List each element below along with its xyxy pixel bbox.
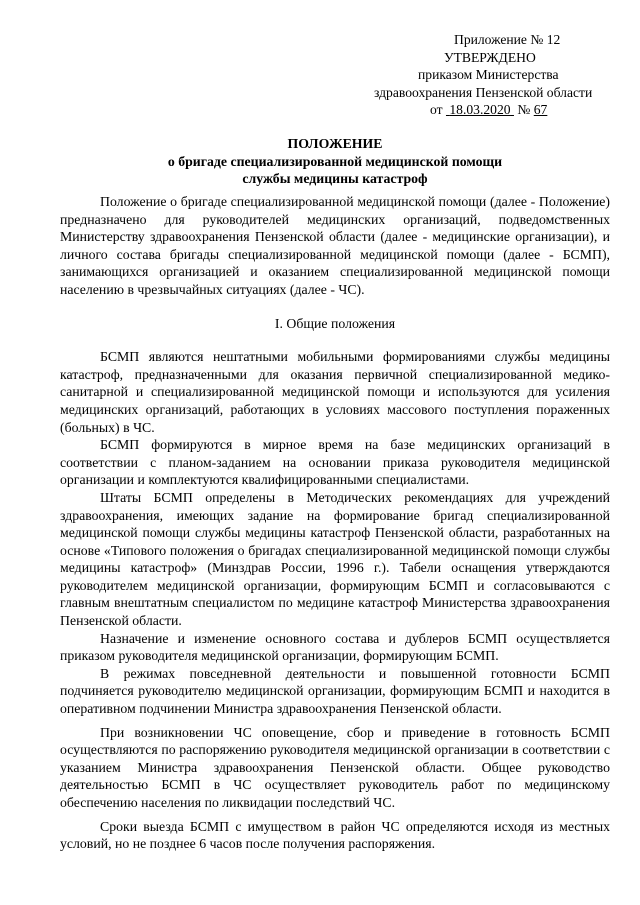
section-heading: I. Общие положения	[274, 315, 396, 331]
date-prefix: от	[430, 102, 443, 117]
order-number: 67	[533, 102, 548, 117]
section-paragraph: БСМП являются нештатными мобильными формированиями службы медицины катастроф, предназначенными для оказания первичной специализированной медико-санитарной и специализированной медицинской помощи и используются для усиления медицинских организаций, работающих в условиях массового поступления пораженных (больных) в ЧС.	[60, 349, 610, 435]
title-line-2: о бригаде специализированной медицинской помощи	[167, 153, 503, 169]
approved-by-order: приказом Министерства	[418, 67, 559, 82]
order-date-line	[360, 101, 610, 119]
document-title	[60, 135, 610, 188]
section-paragraph: Сроки выезда БСМП с имуществом в район ЧС определяются исходя из местных условий, но не позднее 6 часов после получения распоряжения.	[60, 818, 610, 852]
section-paragraph: Назначение и изменение основного состава и дублеров БСМП осуществляется приказом руководителя медицинской организации, формирующим БСМП.	[60, 630, 610, 664]
appendix-number: Приложение № 12	[454, 32, 561, 47]
title-line-3: службы медицины катастроф	[242, 171, 428, 186]
intro-paragraph: Положение о бригаде специализированной медицинской помощи (далее - Положение) предназначено для руководителей медицинских организаций, подведомственных Министерству здравоохранения Пензенской области (далее - медицинские организации), и личного состава бригады специализированной медицинской помощи (далее - БСМП), занимающихся организацией и оказанием специализированной медицинской помощи населению в чрезвычайных ситуациях (далее - ЧС).	[60, 194, 610, 297]
title-line-1: ПОЛОЖЕНИЕ	[287, 136, 383, 151]
approval-stamp-block	[360, 31, 610, 119]
order-date: 18.03.2020	[449, 102, 511, 117]
document-body	[60, 193, 610, 853]
number-prefix: №	[517, 102, 531, 117]
section-paragraph: БСМП формируются в мирное время на базе медицинских организаций в соответствии с планом-заданием на основании приказа руководителя медицинской организации и комплектуются квалифицированными специалистами.	[60, 437, 610, 488]
section-paragraph: При возникновении ЧС оповещение, сбор и приведение в готовность БСМП осуществляются по распоряжению руководителя медицинской организации в соответствии с указанием Министра здравоохранения Пензенской области. Общее руководство деятельностью БСМП в ЧС осуществляет руководитель работ по медицинскому обеспечению населения по ликвидации последствий ЧС.	[60, 724, 610, 810]
section-paragraph: В режимах повседневной деятельности и повышенной готовности БСМП подчиняется руководителю медицинской организации, формирующим БСМП и находится в оперативном подчинении Министра здравоохранения Пензенской области.	[60, 665, 610, 717]
approving-ministry: здравоохранения Пензенской области	[374, 84, 593, 100]
approved-label: УТВЕРЖДЕНО	[444, 49, 536, 65]
section-paragraph: Штаты БСМП определены в Методических рекомендациях для учреждений здравоохранения, имеющих задание на формирование бригад специализированной медицинской помощи службы медицины катастроф Пензенской области, разработанных на основе «Типового положения о бригадах специализированной медицинской помощи службы медицины катастроф» (Минздрав России, 1996 г.). Табели оснащения утверждаются руководителем медицинской организации, формирующим БСМП и согласовываются с главным внештатным специалистом по медицине катастроф Министерства здравоохранения Пензенской области.	[60, 489, 610, 629]
